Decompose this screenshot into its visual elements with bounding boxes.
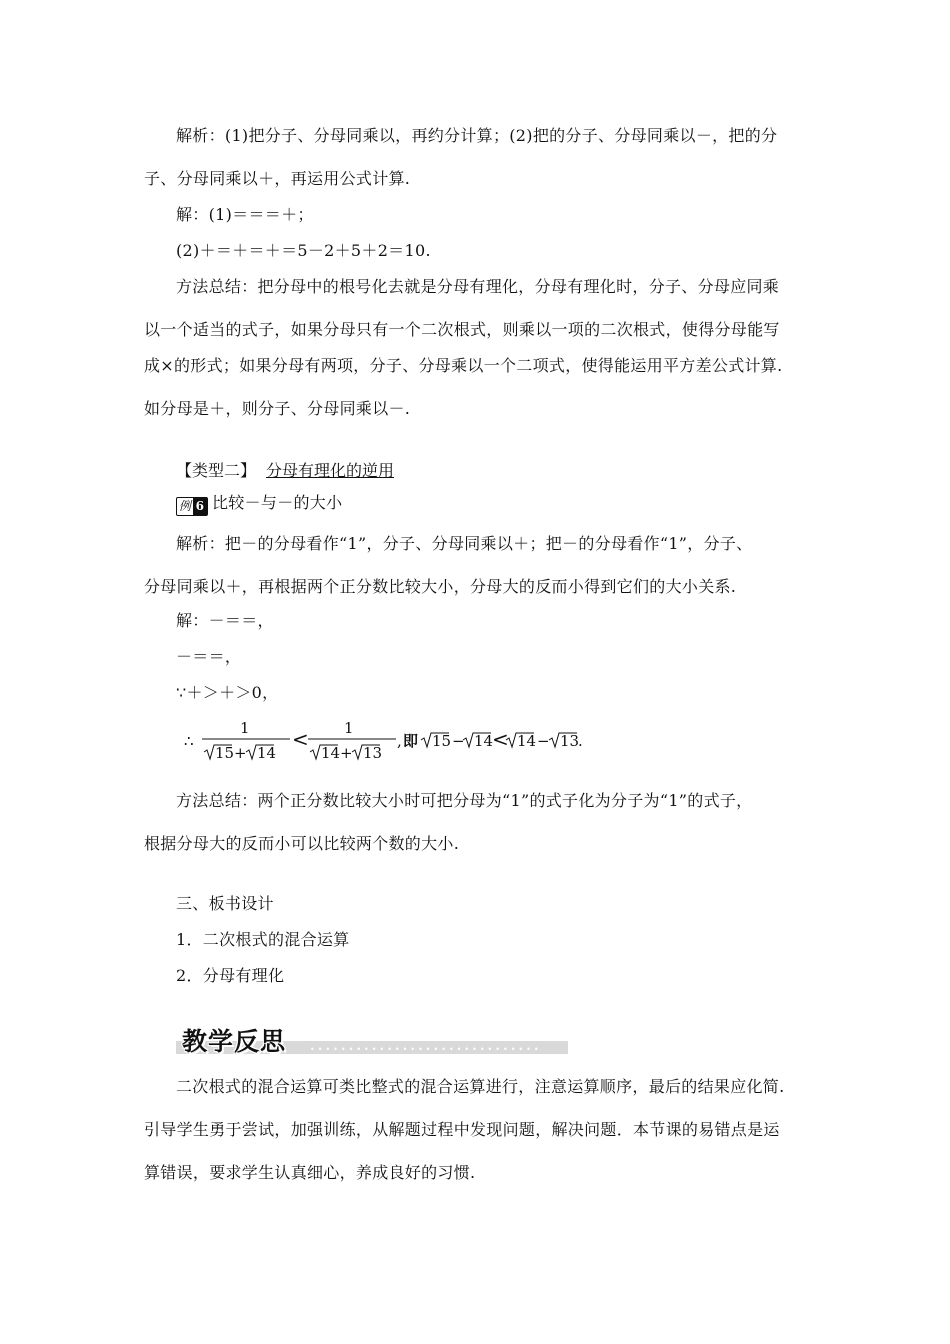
type-title: 分母有理化的逆用 [266, 461, 395, 480]
comparison-formula [184, 718, 644, 764]
solution-line: 解：(1)＝＝＝＋； [176, 205, 314, 224]
reflection-banner [176, 1026, 568, 1056]
result-r1: 15 [432, 732, 452, 750]
analysis-line: 分母同乘以＋，再根据两个正分数比较大小，分母大的反而小得到它们的大小关系. [144, 577, 737, 596]
method-summary-line: 成×的形式；如果分母有两项，分子、分母乘以一个二项式，使得能运用平方差公式计算. [144, 356, 783, 375]
board-item: 2．分母有理化 [176, 966, 285, 985]
fraction2-plus: + [340, 744, 353, 762]
result-less-than: < [492, 727, 509, 751]
result-r4: 13 [560, 732, 580, 750]
analysis-line: 解析：(1)把分子、分母同乘以，再约分计算；(2)把的分子、分母同乘以－，把的分 [176, 126, 778, 145]
method-summary-line: 方法总结：把分母中的根号化去就是分母有理化，分母有理化时，分子、分母应同乘 [176, 277, 780, 296]
fraction2-den-a: 14 [321, 744, 341, 762]
solution-line: 解：－＝＝， [176, 611, 274, 630]
ji-text: 即 [403, 732, 419, 750]
reflection-line: 二次根式的混合运算可类比整式的混合运算进行，注意运算顺序，最后的结果应化简. [176, 1077, 785, 1096]
board-item: 1．二次根式的混合运算 [176, 930, 350, 949]
analysis-line: 解析：把－的分母看作“1”，分子、分母同乘以＋；把－的分母看作“1”，分子、 [176, 534, 753, 553]
method-summary-line: 以一个适当的式子，如果分母只有一个二次根式，则乘以一项的二次根式，使得分母能写 [144, 320, 780, 339]
less-than-symbol: < [292, 727, 309, 751]
type-tag: 【类型二】 [176, 461, 257, 480]
comma-text: , [397, 732, 402, 750]
reflection-line: 算错误，要求学生认真细心，养成良好的习惯. [144, 1163, 476, 1182]
banner-title: 教学反思 [182, 1027, 287, 1056]
example-question [176, 492, 342, 514]
banner-dots: •••••••••••••••••••••••••••••• [310, 1045, 542, 1054]
result-r2: 14 [474, 732, 494, 750]
type-heading [176, 460, 394, 482]
fraction2-numerator: 1 [344, 719, 354, 737]
result-period: . [578, 732, 583, 750]
solution-line: ∵＋＞＋＞0， [176, 683, 279, 702]
therefore-symbol: ∴ [184, 732, 194, 750]
method-summary-line: 方法总结：两个正分数比较大小时可把分母为“1”的式子化为分子为“1”的式子， [176, 791, 753, 810]
solution-line: －＝＝， [176, 647, 242, 666]
analysis-line: 子、分母同乘以＋，再运用公式计算. [144, 169, 411, 188]
method-summary-line: 根据分母大的反而小可以比较两个数的大小. [144, 834, 460, 853]
fraction1-plus: + [234, 744, 247, 762]
solution-line: (2)＋＝＋＝＋＝5－2＋5＋2＝10. [176, 241, 431, 260]
result-r3: 14 [517, 732, 537, 750]
method-summary-line: 如分母是＋，则分子、分母同乘以－. [144, 399, 411, 418]
fraction1-den-a: 15 [215, 744, 235, 762]
reflection-line: 引导学生勇于尝试，加强训练，从解题过程中发现问题，解决问题．本节课的易错点是运 [144, 1120, 780, 1139]
example-badge: 例 6 [176, 497, 208, 516]
result-minus1: − [452, 732, 465, 750]
fraction1-den-b: 14 [257, 744, 277, 762]
example-question-text: 比较－与－的大小 [212, 493, 343, 512]
result-minus2: − [537, 732, 550, 750]
fraction2-den-b: 13 [363, 744, 383, 762]
fraction1-numerator: 1 [240, 719, 250, 737]
board-heading: 三、板书设计 [176, 894, 274, 913]
